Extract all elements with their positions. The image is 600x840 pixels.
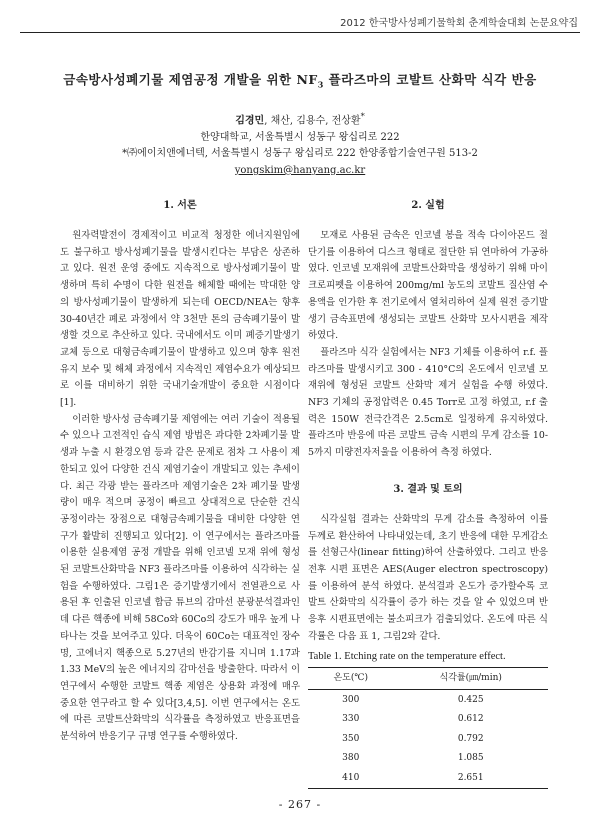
table-header-rate: 식각률(㎛/min) [393,668,548,690]
author-email: yongskim@hanyang.ac.kr [234,164,366,176]
title-subscript: 3 [317,79,324,90]
header-divider [20,32,580,33]
left-column [60,198,300,746]
table-cell-temperature: 350 [342,733,360,744]
table-cell-temperature: 300 [342,694,360,705]
table-caption: Table 1. Etching rate on the temperature effect. [308,651,506,663]
intro-heading: 1. 서론 [163,200,197,211]
intro-paragraph-1: 원자력발전이 경제적이고 비교적 청정한 에너지원임에도 불구하고 방사성폐기물을 발생시킨다는 부담은 상존하고 있다. 원전 운영 중에도 지속적으로 방사성폐기물이 발생하며 특히 수명이 다한 원전을 해체할 때에는 막대한 양의 방사성폐기물이 발생하게 되는데 OECD/NEA는 향후 30-40년간 폐로 과정에서 약 3천만 톤의 금속폐기물이 발생할 것으로 추산하고 있다. 국내에서도 이미 폐증기발생기 교체 등으로 대형금속폐기물이 발생하고 있으며 향후 원전 유지 보수 및 해체 과정에서 지속적인 제염수요가 예상되므로 이를 대비하기 위한 국내기술개발이 중요한 시점이다[1]. [60,230,300,409]
table-header-temperature: 온도(℃) [308,668,393,690]
experiment-paragraph-1: 모재로 사용된 금속은 인코넬 봉을 적속 다이아몬드 절단기를 이용하여 디스크 형태로 절단한 뒤 연마하여 가공하였다. 인코넬 모재위에 코발트산화막을 생성하기 위해 마이크로피펫을 이용하여 200mg/ml 농도의 코발트 질산염 수용액을 인가한 후 전기로에서 열처리하여 실제 원전 증기발생기 금속표면에 생성되는 코발트 산화막 모사시편을 제작 하였다. [308,230,548,342]
title-suffix: 플라즈마의 코발트 산화막 식각 반응 [323,72,537,87]
etching-rate-table [308,667,548,788]
paper-title [0,70,600,90]
title-prefix: 금속방사성폐기물 제염공정 개발을 위한 NF [63,72,318,87]
table-cell-temperature: 410 [308,768,393,788]
results-paragraph-1: 식각실험 결과는 산화막의 무게 감소를 측정하여 이를 두께로 환산하여 나타내었는데, 초기 반응에 대한 무게감소를 선형근사(linear fitting)하여 산출하였다. 그리고 반응전후 시편 표면은 AES(Auger electron spectroscopy)를 이용하여 분석 하였다. 분석결과 온도가 증가할수록 코발트 산화막의 식각률이 증가 하는 것을 알 수 있었으며 반응후 시편표면에는 불소피크가 검출되었다. 온도에 따른 식각률은 다음 표 1, 그림2와 같다. [308,513,548,642]
table-cell-rate: 0.425 [457,694,484,705]
table-cell-temperature: 330 [342,714,360,725]
experiment-heading: 2. 실험 [411,200,445,211]
table-row [308,710,548,730]
co-authors: , 채산, 김용수, 전상환 [264,115,361,127]
affiliation-primary: 한양대학교, 서울특별시 성동구 왕십리로 222 [200,131,400,143]
table-cell-rate: 1.085 [457,753,484,764]
author-block [0,108,600,179]
table-cell-temperature: 380 [342,753,360,764]
results-heading: 3. 결과 및 토의 [393,483,463,495]
first-author: 김경민 [235,115,265,127]
right-column [308,198,548,789]
table-row [308,729,548,749]
author-mark: * [360,111,365,121]
conference-header: 2012 한국방사성폐기물학회 춘계학술대회 논문요약집 [340,18,578,29]
table-cell-rate: 0.612 [457,714,484,725]
table-row [308,690,548,710]
intro-paragraph-2: 이러한 방사성 금속폐기물 제염에는 여러 기술이 적용될 수 있으나 고전적인 습식 제염 방법은 과다한 2차폐기물 발생과 누출 시 환경오염 등과 같은 문제로 점차 그 사용이 제한되고 있어 다양한 건식 제염기술이 개발되고 있는 추세이다. 최근 각광 받는 플라즈마 제염기술은 2차 폐기물 발생량이 매우 적으며 공정이 빠르고 상대적으로 단순한 건식 공정이라는 장점으로 대형금속폐기물을 대비한 다양한 연구가 활발히 진행되고 있다[2]. 이 연구에서는 플라즈마를 이용한 실용제염 공정 개발을 위해 인코넬 모재 위에 형성된 코발트산화막을 NF3 플라즈마를 이용하여 식각하는 실험을 수행하였다. 그림1은 증기발생기에서 전열관으로 사용된 후 인출된 인코넬 합금 튜브의 감마선 분광분석결과인데 다른 핵종에 비해 58Co와 60Co의 강도가 매우 높게 나타나는 것을 보여주고 있다. 더욱이 60Co는 대표적인 장수명, 고에너지 핵종으로 5.27년의 반감기를 지니며 1.17과 1.33 MeV의 높은 에너지의 감마선을 방출한다. 따라서 이 연구에서 수행한 코발트 핵종 제염은 상용화 과정에 매우 중요한 연구라고 할 수 있다[3,4,5]. 이번 연구에서는 온도에 따른 코발트산화막의 식각률을 측정하였고 반응표면을 분석하여 반응기구 규명 연구를 수행하였다. [60,413,300,743]
table-cell-rate: 0.792 [457,733,484,744]
experiment-paragraph-2: 플라즈마 식각 실험에서는 NF3 기체를 이용하여 r.f. 플라즈마를 발생시키고 300 - 410°C의 온도에서 인코넬 모재위에 형성된 코발트 산화막 제거 실험을 수행 하였다. NF3 기체의 공정압력은 0.45 Torr로 고정 하였고, r.f 출력은 150W 전극간격은 2.5cm로 일정하게 유지하였다. 플라즈마 반응에 따른 코발트 금속 시편의 무게 감소를 10-5까지 미량전자저울을 이용하여 측정 하였다. [308,346,548,459]
page-number: - 267 - [278,798,322,811]
table-header-row [308,668,548,690]
affiliation-secondary: *㈜에이치앤에너텍, 서울특별시 성동구 왕십리로 222 한양종합기술연구원 513-2 [122,148,478,160]
table-row [308,749,548,769]
table-row [308,768,548,788]
author-list [0,108,600,130]
table-cell-rate: 2.651 [393,768,548,788]
